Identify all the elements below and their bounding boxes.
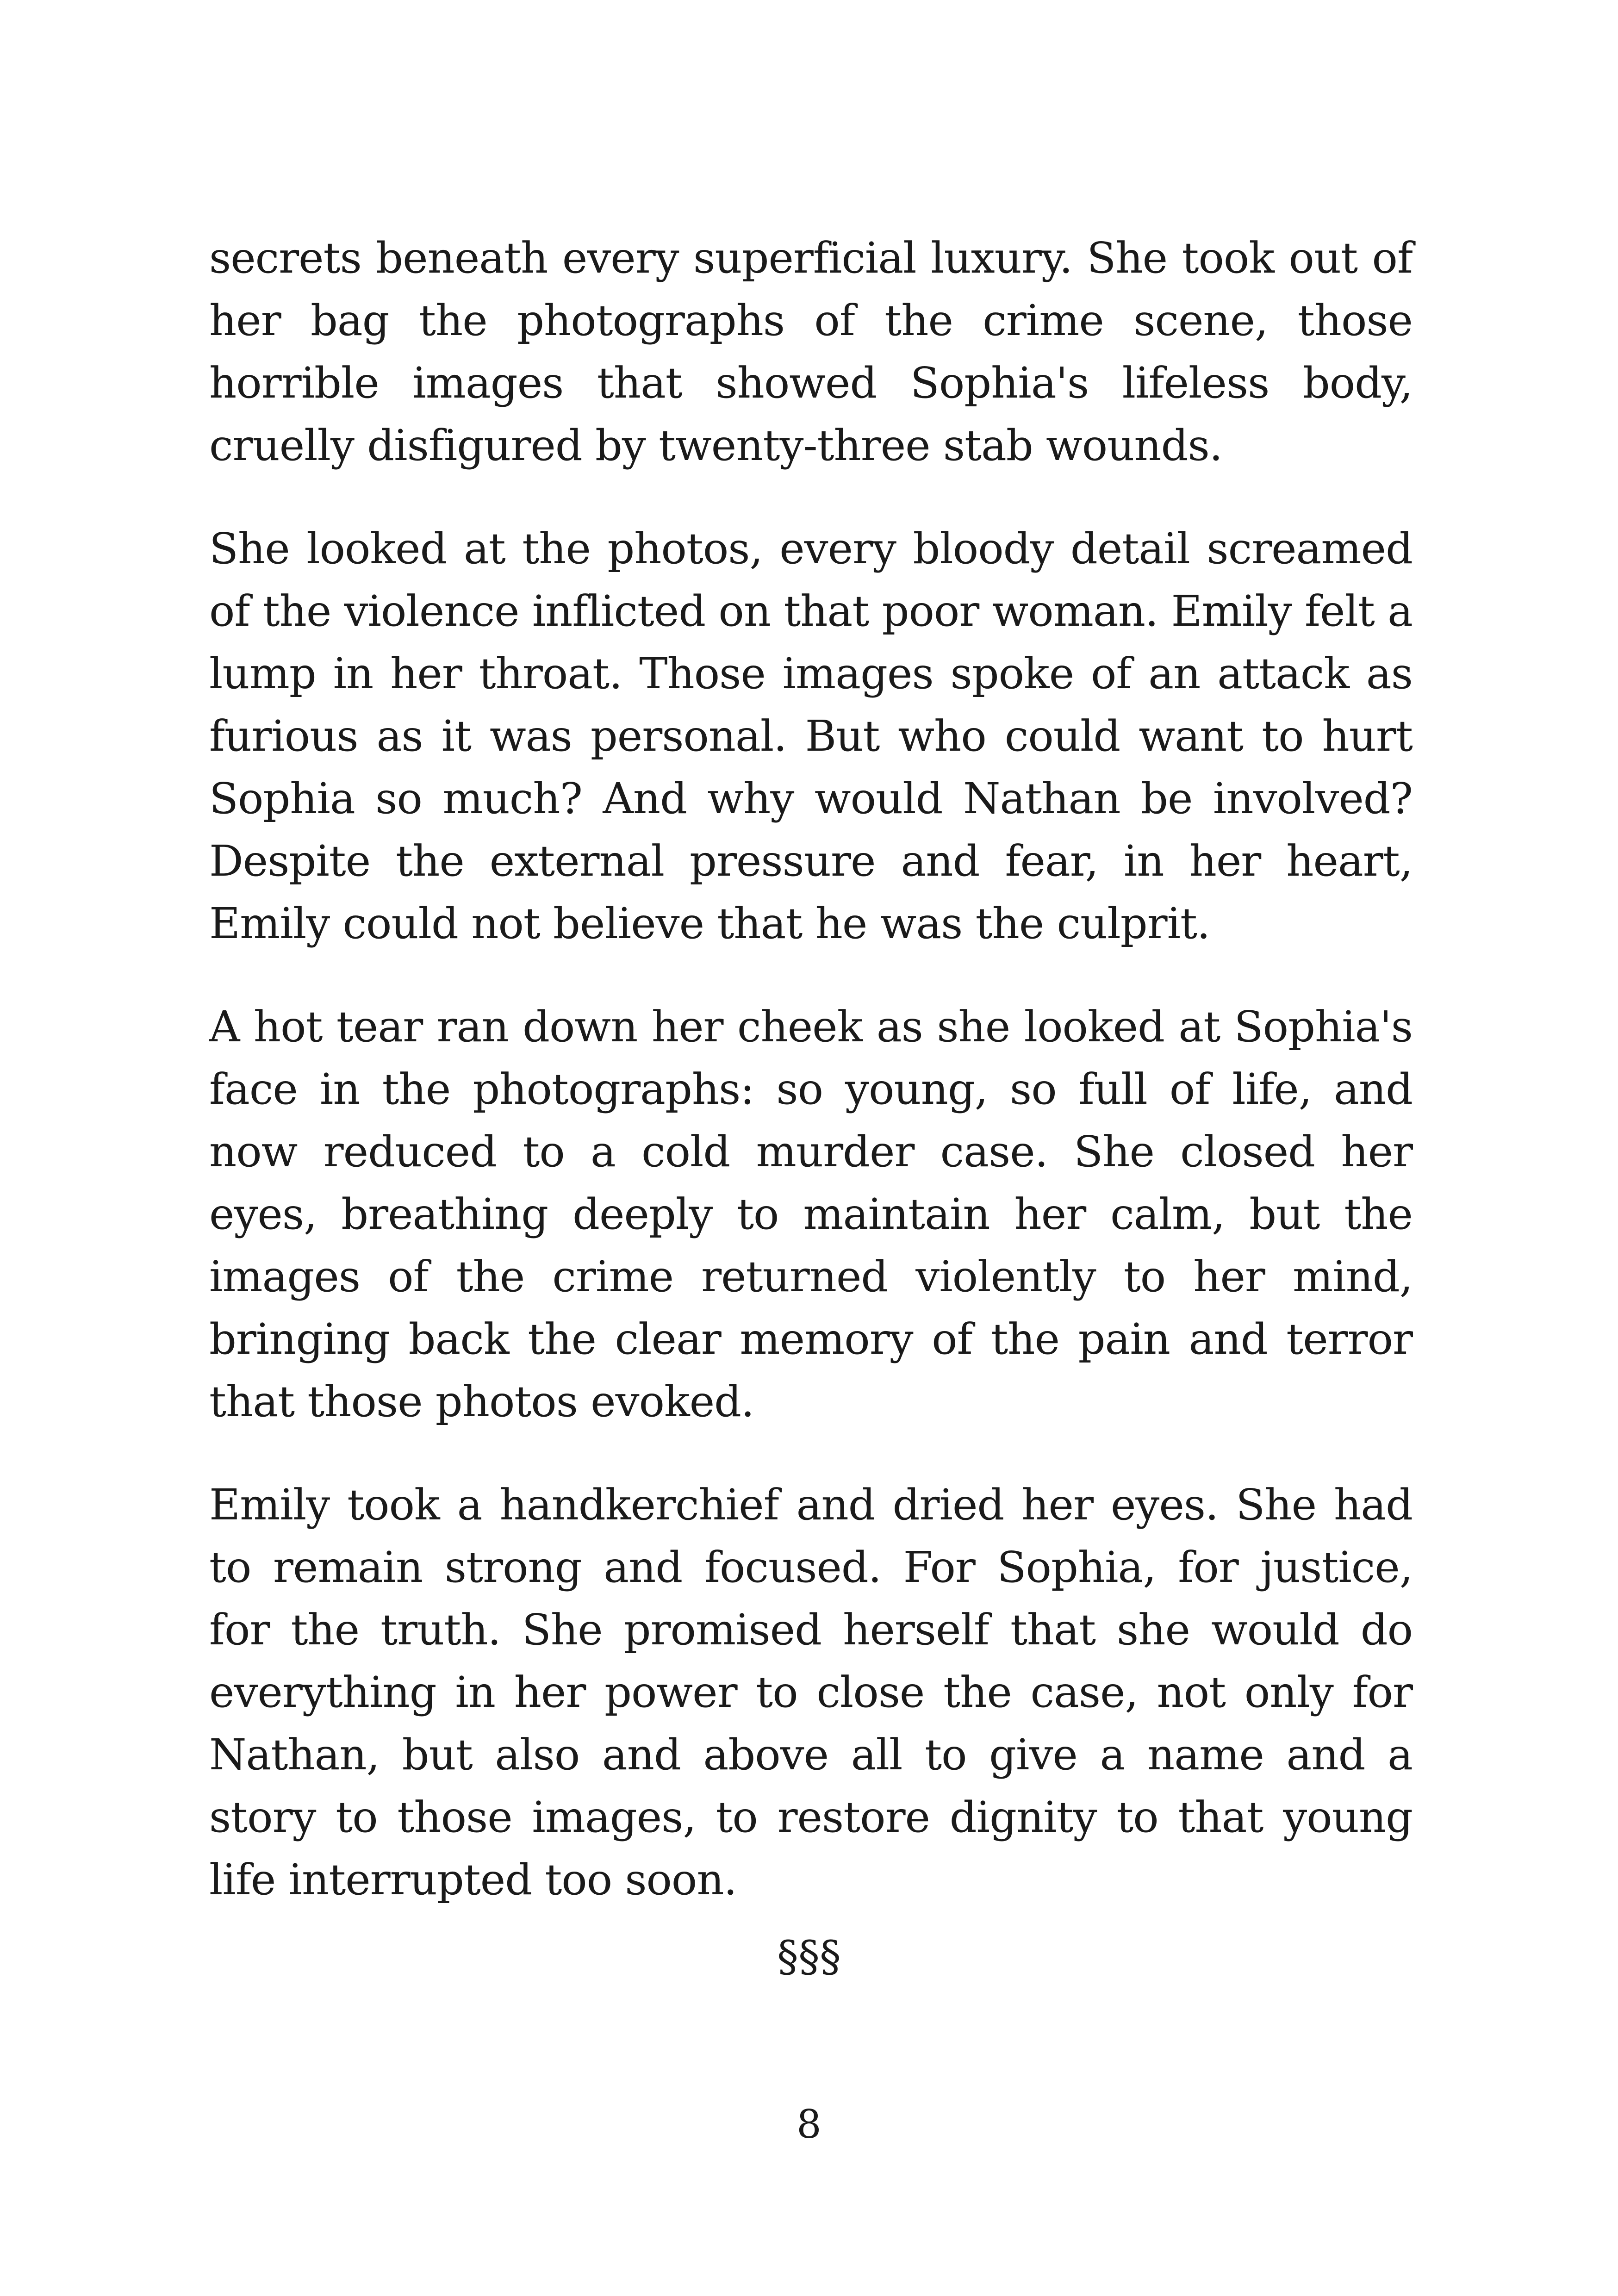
paragraph-2: She looked at the photos, every bloody detail screamed of the violence inflicted on that poor woman. Emily felt a lump in her throat. Those images spoke of an attack as furious as it was personal. But who could want to hurt Sophia so much? And why would Nathan be involved? Despite the external pressure and fear, in her heart, Emily could not believe that he was the culprit. <box>209 524 1413 948</box>
section-separator: §§§ <box>777 1932 841 1981</box>
body-text <box>209 227 1413 1952</box>
page-number: 8 <box>797 2102 821 2147</box>
paragraph-4: Emily took a handkerchief and dried her eyes. She had to remain strong and focused. For Sophia, for justice, for the truth. She promised herself that she would do everything in her power to close the case, not only for Nathan, but also and above all to give a name and a story to those images, to restore dignity to that young life interrupted too soon. <box>209 1480 1413 1904</box>
paragraph-1: secrets beneath every superficial luxury. She took out of her bag the photographs of the crime scene, those horrible images that showed Sophia's lifeless body, cruelly disfigured by twenty-three stab wounds. <box>209 233 1413 470</box>
paragraph-3: A hot tear ran down her cheek as she looked at Sophia's face in the photographs: so young, so full of life, and now reduced to a cold murder case. She closed her eyes, breathing deeply to maintain her calm, but the images of the crime returned violently to her mind, bringing back the clear memory of the pain and terror that those photos evoked. <box>209 1002 1413 1426</box>
